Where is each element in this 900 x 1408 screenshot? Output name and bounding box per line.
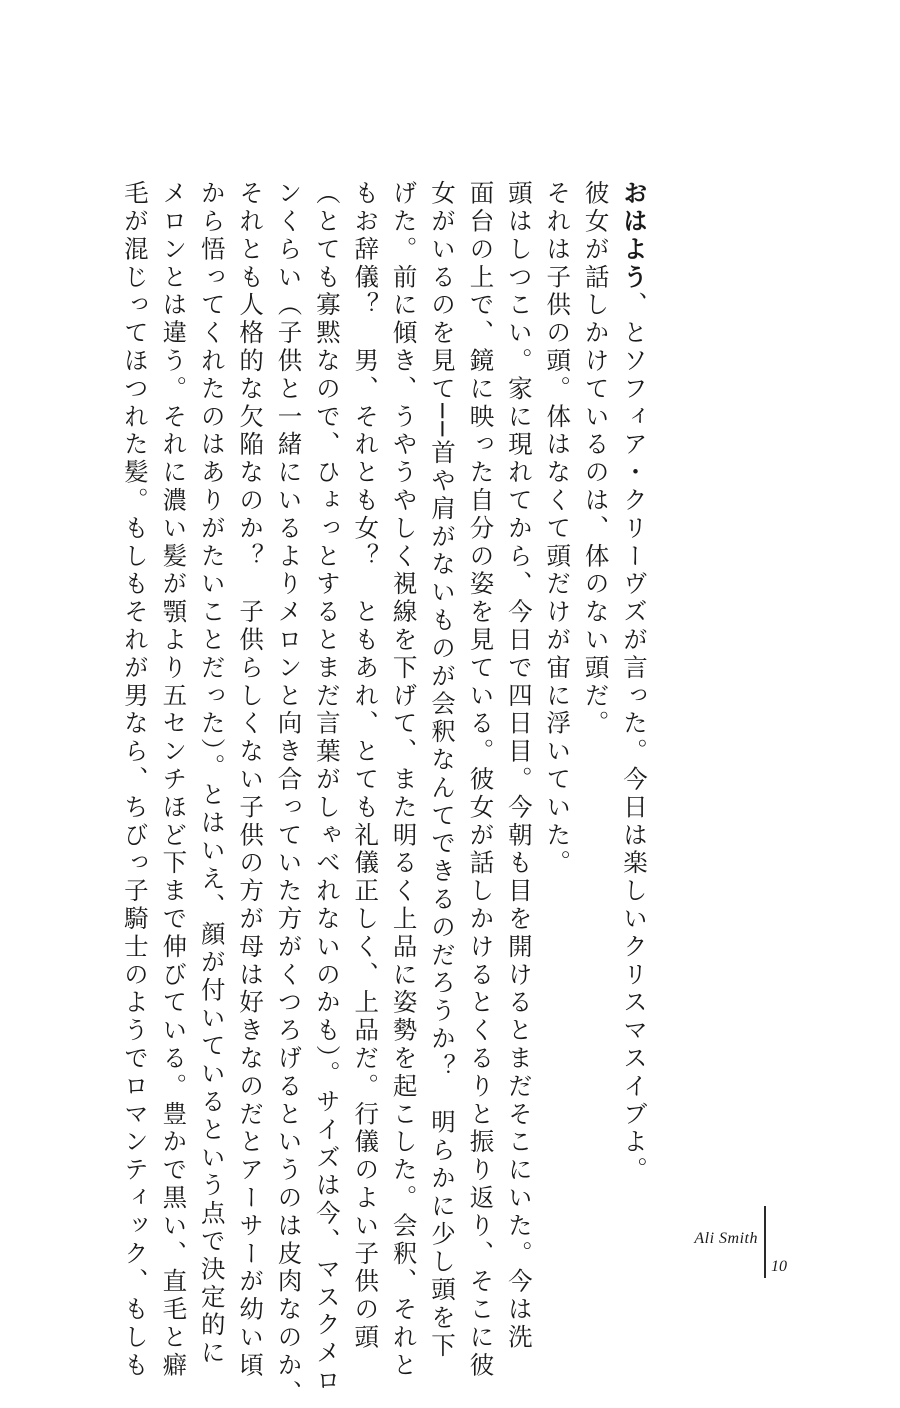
text-line: [349, 180, 381, 1352]
line-text: もお辞儀？ 男、それとも女？ ともあれ、とても礼儀正しく、上品だ。行儀のよい子供の頭: [351, 180, 381, 1352]
line-text: げた。前に傾き、うやうやしく視線を下げて、また明るく上品に姿勢を起こした。会釈、それと: [389, 180, 419, 1380]
text-line: [196, 180, 228, 1368]
text-line: [119, 180, 151, 1380]
line-text: 毛が混じってほつれた髪。もしもそれが男なら、ちびっ子騎士のようでロマンティック、もしも: [120, 180, 150, 1380]
line-text: から悟ってくれたのはありがたいことだった）。とはいえ、顔が付いているという点で決定的に: [197, 180, 227, 1368]
text-line: [541, 180, 573, 1140]
text-line: [580, 180, 612, 1140]
line-text: それは子供の頭。体はなくて頭だけが宙に浮いていた。: [543, 180, 573, 878]
line-text: 面台の上で、鏡に映った自分の姿を見ている。彼女が話しかけるとくるりと振り返り、そこに彼: [466, 180, 496, 1380]
line-text: メロンとは違う。それに濃い髪が顎より五センチほど下まで伸びている。豊かで黒い、直毛と癖: [159, 180, 189, 1380]
text-line: [503, 180, 535, 1352]
footer-divider: [764, 1206, 766, 1278]
line-text: 頭はしつこい。家に現れてから、今日で四日目。今朝も目を開けるとまだそこにいた。今は洗: [504, 180, 534, 1352]
text-line: [426, 180, 458, 1361]
text-line: [311, 180, 343, 1396]
line-text: 彼女が話しかけているのは、体のない頭だ。: [581, 180, 611, 738]
line-text: それとも人格的な欠陥なのか？ 子供らしくない子供の方が母は好きなのだとアーサーが幼い頃: [236, 180, 266, 1380]
line-text: 、とソフィア・クリーヴズが言った。今日は楽しいクリスマスイブよ。: [620, 291, 649, 1185]
page-number: 10: [771, 1258, 787, 1275]
line-text: （とても寡黙なので、ひょっとするとまだ言葉がしゃべれないのかも）。サイズは今、マスクメロ: [312, 180, 342, 1396]
opening-word: おはよう: [620, 180, 649, 292]
line-text: 女がいるのを見て──首や肩がないものが会釈なんてできるのだろうか？ 明らかに少し頭を下: [428, 180, 458, 1361]
line-text: ンくらい（子供と一緒にいるよりメロンと向き合っていた方がくつろげるというのは皮肉なのか、: [274, 180, 304, 1408]
text-line: [618, 180, 650, 1185]
body-text: [119, 180, 650, 1408]
text-line: [157, 180, 189, 1380]
text-line: [464, 180, 496, 1380]
text-line: [234, 180, 266, 1380]
running-footer-author: Ali Smith: [694, 1230, 758, 1247]
text-line: [272, 180, 304, 1408]
text-line: [388, 180, 420, 1380]
